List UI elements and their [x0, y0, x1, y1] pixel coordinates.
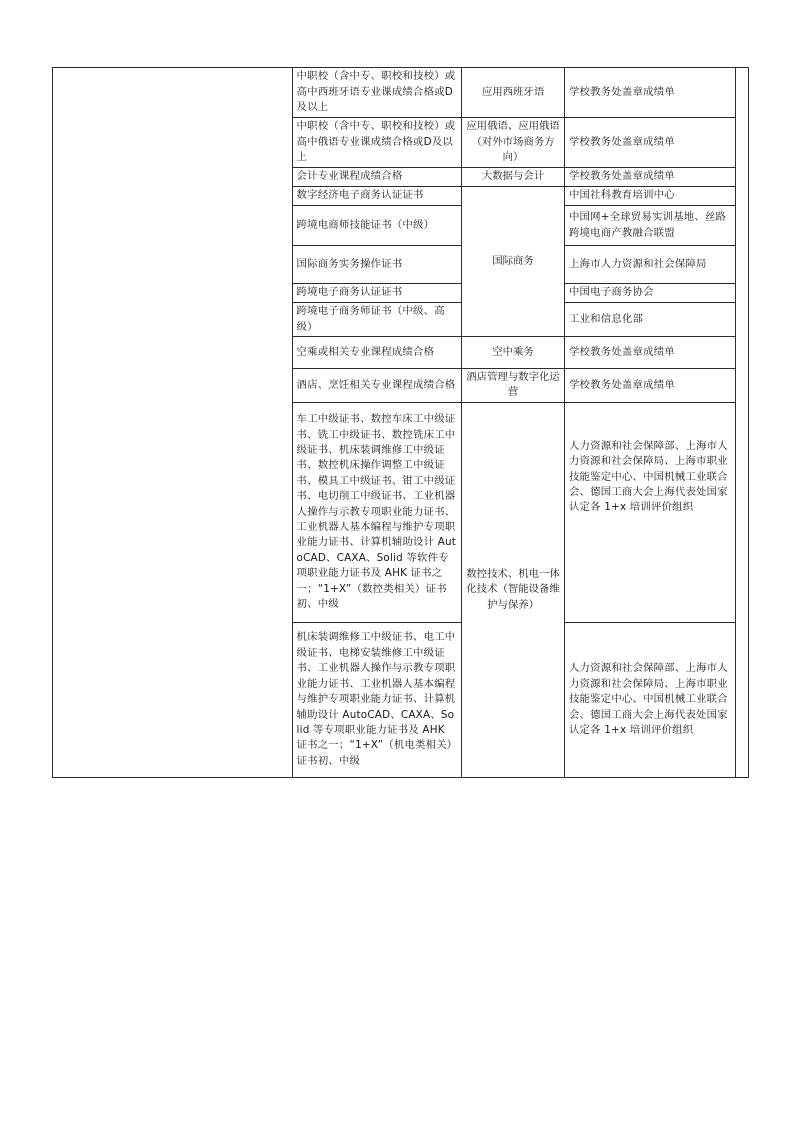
certificate-cell: 酒店、烹饪相关专业课程成绩合格 [292, 369, 462, 403]
certificate-cell: 中职校（含中专、职校和技校）或高中俄语专业课成绩合格或D及以上 [292, 118, 462, 168]
authority-cell: 中国网+全球贸易实训基地、丝路跨境电商产教融合联盟 [564, 206, 735, 246]
major-cell: 应用西班牙语 [462, 68, 565, 118]
authority-cell: 人力资源和社会保障部、上海市人力资源和社会保障局、上海市职业技能鉴定中心、中国机械工业联合会、德国工商大会上海代表处国家认定各 1+x 培训评价组织 [564, 622, 735, 777]
major-cell: 大数据与会计 [462, 168, 565, 187]
certificate-cell: 数字经济电子商务认证证书 [292, 187, 462, 206]
authority-cell: 学校教务处盖章成绩单 [564, 337, 735, 369]
certificate-cell: 中职校（含中专、职校和技校）或高中西班牙语专业课成绩合格或D及以上 [292, 68, 462, 118]
authority-cell: 学校教务处盖章成绩单 [564, 118, 735, 168]
certificate-cell: 空乘或相关专业课程成绩合格 [292, 337, 462, 369]
authority-cell: 学校教务处盖章成绩单 [564, 68, 735, 118]
authority-cell: 学校教务处盖章成绩单 [564, 168, 735, 187]
certificate-cell: 会计专业课程成绩合格 [292, 168, 462, 187]
table-row [53, 68, 749, 118]
major-cell: 空中乘务 [462, 337, 565, 369]
major-cell: 数控技术、机电一体化技术（智能设备维护与保养） [462, 402, 565, 777]
certificate-cell: 跨境电子商务师证书（中级、高级） [292, 303, 462, 337]
authority-cell: 中国电子商务协会 [564, 284, 735, 303]
authority-cell: 中国社科教育培训中心 [564, 187, 735, 206]
authority-cell: 人力资源和社会保障部、上海市人力资源和社会保障局、上海市职业技能鉴定中心、中国机械工业联合会、德国工商大会上海代表处国家认定各 1+x 培训评价组织 [564, 402, 735, 622]
blank-column-cell [53, 68, 293, 778]
authority-cell: 工业和信息化部 [564, 303, 735, 337]
certificate-cell: 跨境电商师技能证书（中级） [292, 206, 462, 246]
major-cell: 国际商务 [462, 187, 565, 337]
authority-cell: 学校教务处盖章成绩单 [564, 369, 735, 403]
major-cell: 酒店管理与数字化运营 [462, 369, 565, 403]
certificate-cell: 车工中级证书、数控车床工中级证书、铣工中级证书、数控铣床工中级证书、机床装调维修工中级证书、数控机床操作调整工中级证书、模具工中级证书、钳工中级证书、电切削工中级证书、工业机器人操作与示教专项职业能力证书、工业机器人基本编程与维护专项职业能力证书、计算机辅助设计 AutoCAD、CAXA、Solid 等软件专项职业能力证书及 AHK 证书之一；“1+X”（数控类相关）证书初、中级 [292, 402, 462, 622]
certificate-cell: 跨境电子商务认证证书 [292, 284, 462, 303]
authority-cell: 上海市人力资源和社会保障局 [564, 246, 735, 284]
certificate-cell: 国际商务实务操作证书 [292, 246, 462, 284]
certificate-cell: 机床装调维修工中级证书、电工中级证书、电梯安装维修工中级证书、工业机器人操作与示教专项职业能力证书、工业机器人基本编程与维护专项职业能力证书、计算机辅助设计 AutoCAD、CAXA、Solid 等专项职业能力证书及 AHK 证书之一；“1+X”（机电类相关）证书初、中级 [292, 622, 462, 777]
certificate-table [52, 67, 749, 778]
edge-column-cell [735, 68, 748, 778]
major-cell: 应用俄语、应用俄语（对外市场商务方向） [462, 118, 565, 168]
